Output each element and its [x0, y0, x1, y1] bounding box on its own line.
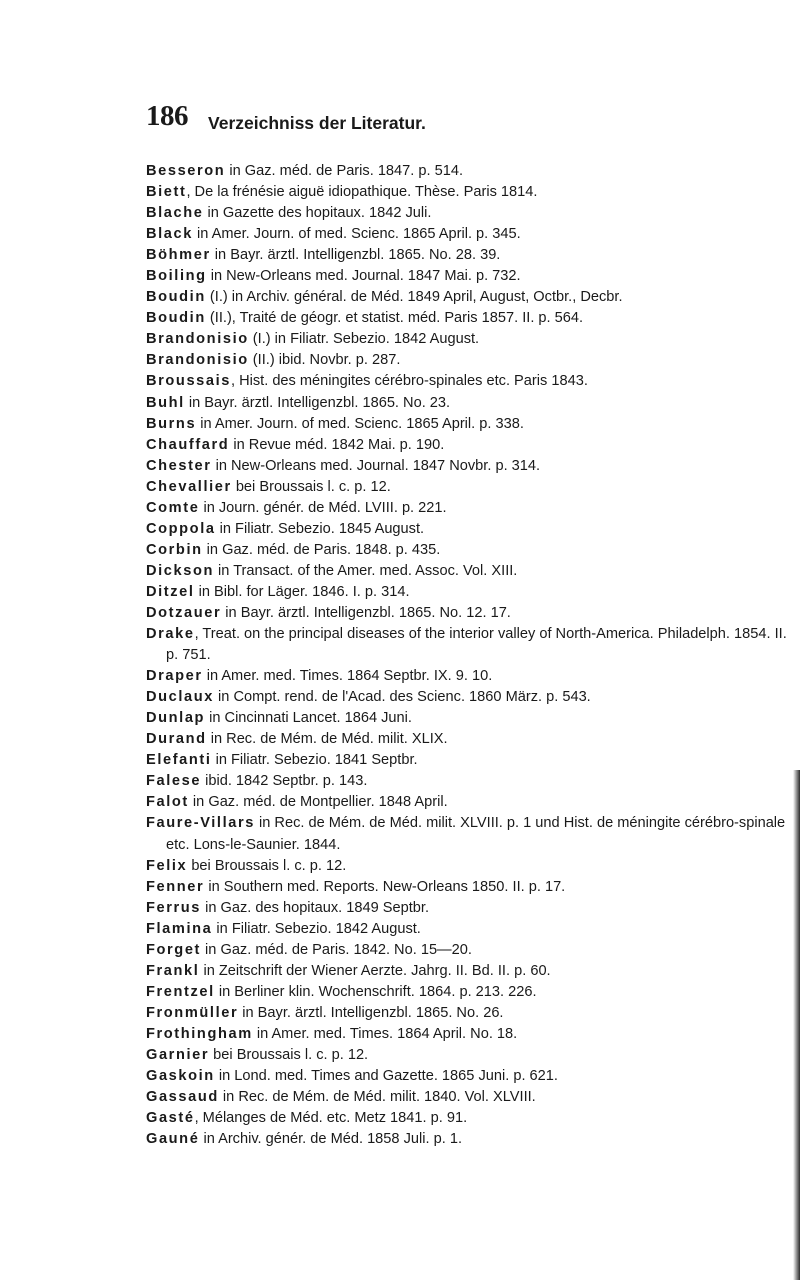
- reference-author: Brandonisio: [146, 352, 249, 369]
- reference-citation: , Hist. des méningites cérébro-spinales etc. Paris 1843.: [230, 373, 588, 390]
- reference-entry: [146, 477, 796, 498]
- reference-entry: [146, 414, 796, 435]
- reference-author: Chevallier: [146, 478, 232, 495]
- reference-entry: [146, 708, 796, 729]
- reference-entry: [146, 1024, 796, 1045]
- reference-author: Frothingham: [146, 1025, 253, 1042]
- page-number: 186: [146, 100, 188, 132]
- reference-author: Fronmüller: [146, 1004, 239, 1021]
- reference-author: Chauffard: [146, 436, 230, 453]
- reference-author: Duclaux: [146, 689, 214, 706]
- reference-citation: in Gazette des hopitaux. 1842 Juli.: [203, 205, 432, 222]
- reference-entry: [146, 350, 796, 371]
- reference-citation: in Cincinnati Lancet. 1864 Juni.: [205, 710, 412, 727]
- reference-author: Felix: [146, 857, 188, 874]
- reference-author: Chester: [146, 457, 212, 474]
- reference-citation: in Gaz. méd. de Paris. 1848. p. 435.: [202, 541, 441, 558]
- reference-citation: in Zeitschrift der Wiener Aerzte. Jahrg. II. Bd. II. p. 60.: [199, 962, 551, 979]
- reference-citation: (II.) ibid. Novbr. p. 287.: [248, 352, 401, 369]
- reference-entry: [146, 224, 796, 245]
- reference-entry: [146, 792, 796, 813]
- reference-citation: in Rec. de Mém. de Méd. milit. 1840. Vol. XLVIII.: [218, 1089, 536, 1106]
- reference-entry: [146, 1066, 796, 1087]
- reference-author: Fenner: [146, 878, 205, 895]
- reference-author: Forget: [146, 941, 201, 958]
- reference-citation: in Amer. med. Times. 1864 Septbr. IX. 9. 10.: [202, 668, 493, 685]
- reference-citation: in Bayr. ärztl. Intelligenzbl. 1865. No. 23.: [184, 394, 451, 411]
- reference-citation: in Compt. rend. de l'Acad. des Scienc. 1860 März. p. 543.: [213, 689, 591, 706]
- reference-author: Frentzel: [146, 983, 215, 1000]
- reference-entry: [146, 329, 796, 350]
- reference-entry: [146, 1045, 796, 1066]
- reference-citation: in Gaz. méd. de Montpellier. 1848 April.: [188, 794, 448, 811]
- reference-citation: , Treat. on the principal diseases of the interior valley of North-America. Philadelph. 1854. II. p. 751.: [166, 626, 787, 664]
- reference-citation: in Amer. Journ. of med. Scienc. 1865 April. p. 345.: [192, 226, 521, 243]
- reference-citation: bei Broussais l. c. p. 12.: [209, 1046, 369, 1063]
- reference-entry: [146, 266, 796, 287]
- reference-entry: [146, 940, 796, 961]
- reference-citation: (I.) in Filiatr. Sebezio. 1842 August.: [248, 331, 480, 348]
- reference-author: Ditzel: [146, 583, 195, 600]
- reference-entry: [146, 961, 796, 982]
- reference-author: Gasté: [146, 1110, 195, 1127]
- reference-entry: [146, 729, 796, 750]
- reference-citation: in Bayr. ärztl. Intelligenzbl. 1865. No. 28. 39.: [210, 247, 501, 264]
- reference-author: Ferrus: [146, 899, 202, 916]
- reference-author: Boiling: [146, 268, 207, 285]
- reference-author: Drake: [146, 626, 195, 643]
- reference-entry: [146, 624, 796, 666]
- reference-entry: [146, 813, 796, 855]
- reference-entry: [146, 540, 796, 561]
- page-edge-shadow: [793, 770, 800, 1280]
- reference-entry: [146, 498, 796, 519]
- reference-author: Boudin: [146, 310, 206, 327]
- reference-entry: [146, 582, 796, 603]
- reference-entry: [146, 856, 796, 877]
- reference-entry: [146, 877, 796, 898]
- reference-list: [146, 161, 796, 1150]
- reference-author: Brandonisio: [146, 331, 249, 348]
- reference-author: Frankl: [146, 962, 200, 979]
- reference-citation: in Filiatr. Sebezio. 1842 August.: [212, 920, 421, 937]
- reference-entry: [146, 371, 796, 392]
- reference-citation: in Amer. Journ. of med. Scienc. 1865 April. p. 338.: [196, 415, 524, 432]
- reference-entry: [146, 687, 796, 708]
- reference-citation: in Rec. de Mém. de Méd. milit. XLVIII. p. 1 und Hist. de méningite cérébro-spinale etc. Lons-le-Saunier. 1844.: [166, 815, 786, 853]
- reference-author: Böhmer: [146, 247, 211, 264]
- reference-author: Dickson: [146, 562, 214, 579]
- reference-entry: [146, 1129, 796, 1150]
- reference-entry: [146, 456, 796, 477]
- reference-author: Broussais: [146, 373, 231, 390]
- reference-entry: [146, 287, 796, 308]
- reference-citation: in Bibl. for Läger. 1846. I. p. 314.: [194, 583, 410, 600]
- reference-citation: in Journ. génér. de Méd. LVIII. p. 221.: [199, 499, 447, 516]
- reference-author: Draper: [146, 668, 203, 685]
- reference-citation: in Filiatr. Sebezio. 1845 August.: [215, 520, 425, 537]
- reference-citation: in New-Orleans med. Journal. 1847 Novbr. p. 314.: [211, 457, 541, 474]
- reference-author: Flamina: [146, 920, 213, 937]
- reference-entry: [146, 519, 796, 540]
- reference-citation: in Gaz. méd. de Paris. 1842. No. 15—20.: [201, 941, 472, 958]
- reference-author: Dotzauer: [146, 604, 222, 621]
- reference-entry: [146, 898, 796, 919]
- reference-citation: in Gaz. des hopitaux. 1849 Septbr.: [201, 899, 430, 916]
- reference-entry: [146, 1108, 796, 1129]
- reference-author: Dunlap: [146, 710, 206, 727]
- reference-author: Elefanti: [146, 752, 212, 769]
- reference-author: Besseron: [146, 163, 226, 179]
- reference-author: Blache: [146, 205, 204, 222]
- reference-entry: [146, 666, 796, 687]
- reference-author: Buhl: [146, 394, 185, 411]
- reference-citation: in Rec. de Mém. de Méd. milit. XLIX.: [206, 731, 448, 748]
- reference-citation: in Archiv. génér. de Méd. 1858 Juli. p. 1.: [199, 1131, 462, 1148]
- reference-author: Coppola: [146, 520, 216, 537]
- reference-entry: [146, 393, 796, 414]
- reference-citation: (I.) in Archiv. général. de Méd. 1849 April, August, Octbr., Decbr.: [205, 289, 623, 306]
- reference-author: Falese: [146, 773, 202, 790]
- reference-citation: (II.), Traité de géogr. et statist. méd. Paris 1857. II. p. 564.: [205, 310, 584, 327]
- reference-citation: bei Broussais l. c. p. 12.: [231, 478, 391, 495]
- reference-citation: in Lond. med. Times and Gazette. 1865 Juni. p. 621.: [214, 1068, 558, 1085]
- reference-entry: [146, 982, 796, 1003]
- reference-entry: [146, 435, 796, 456]
- reference-entry: [146, 1003, 796, 1024]
- reference-citation: in Gaz. méd. de Paris. 1847. p. 514.: [225, 163, 464, 179]
- reference-citation: in Filiatr. Sebezio. 1841 Septbr.: [211, 752, 418, 769]
- reference-citation: bei Broussais l. c. p. 12.: [187, 857, 347, 874]
- reference-author: Garnier: [146, 1046, 210, 1063]
- reference-author: Faure-Villars: [146, 815, 255, 832]
- reference-entry: [146, 750, 796, 771]
- running-head: Verzeichniss der Literatur.: [208, 113, 426, 133]
- reference-citation: in Bayr. ärztl. Intelligenzbl. 1865. No. 26.: [238, 1004, 504, 1021]
- reference-citation: in Revue méd. 1842 Mai. p. 190.: [229, 436, 445, 453]
- reference-entry: [146, 245, 796, 266]
- reference-citation: ibid. 1842 Septbr. p. 143.: [201, 773, 368, 790]
- reference-author: Falot: [146, 794, 189, 811]
- reference-author: Durand: [146, 731, 207, 748]
- reference-entry: [146, 919, 796, 940]
- reference-entry: [146, 161, 796, 182]
- reference-author: Burns: [146, 415, 197, 432]
- reference-author: Biett: [146, 184, 187, 201]
- reference-citation: , De la frénésie aiguë idiopathique. Thèse. Paris 1814.: [186, 184, 538, 201]
- reference-author: Corbin: [146, 541, 203, 558]
- reference-citation: in Berliner klin. Wochenschrift. 1864. p. 213. 226.: [214, 983, 537, 1000]
- reference-citation: in Transact. of the Amer. med. Assoc. Vol. XIII.: [213, 562, 518, 579]
- reference-entry: [146, 203, 796, 224]
- reference-author: Gassaud: [146, 1089, 219, 1106]
- reference-author: Black: [146, 226, 193, 243]
- reference-entry: [146, 1087, 796, 1108]
- reference-entry: [146, 771, 796, 792]
- reference-citation: in Bayr. ärztl. Intelligenzbl. 1865. No. 12. 17.: [221, 604, 511, 621]
- reference-entry: [146, 603, 796, 624]
- reference-entry: [146, 561, 796, 582]
- reference-entry: [146, 308, 796, 329]
- reference-author: Comte: [146, 499, 200, 516]
- reference-citation: in Amer. med. Times. 1864 April. No. 18.: [252, 1025, 518, 1042]
- reference-citation: in Southern med. Reports. New-Orleans 1850. II. p. 17.: [204, 878, 566, 895]
- reference-citation: in New-Orleans med. Journal. 1847 Mai. p. 732.: [206, 268, 521, 285]
- reference-author: Gaskoin: [146, 1068, 215, 1085]
- reference-citation: , Mélanges de Méd. etc. Metz 1841. p. 91.: [194, 1110, 468, 1127]
- reference-author: Gauné: [146, 1131, 200, 1148]
- reference-author: Boudin: [146, 289, 206, 306]
- reference-entry: [146, 182, 796, 203]
